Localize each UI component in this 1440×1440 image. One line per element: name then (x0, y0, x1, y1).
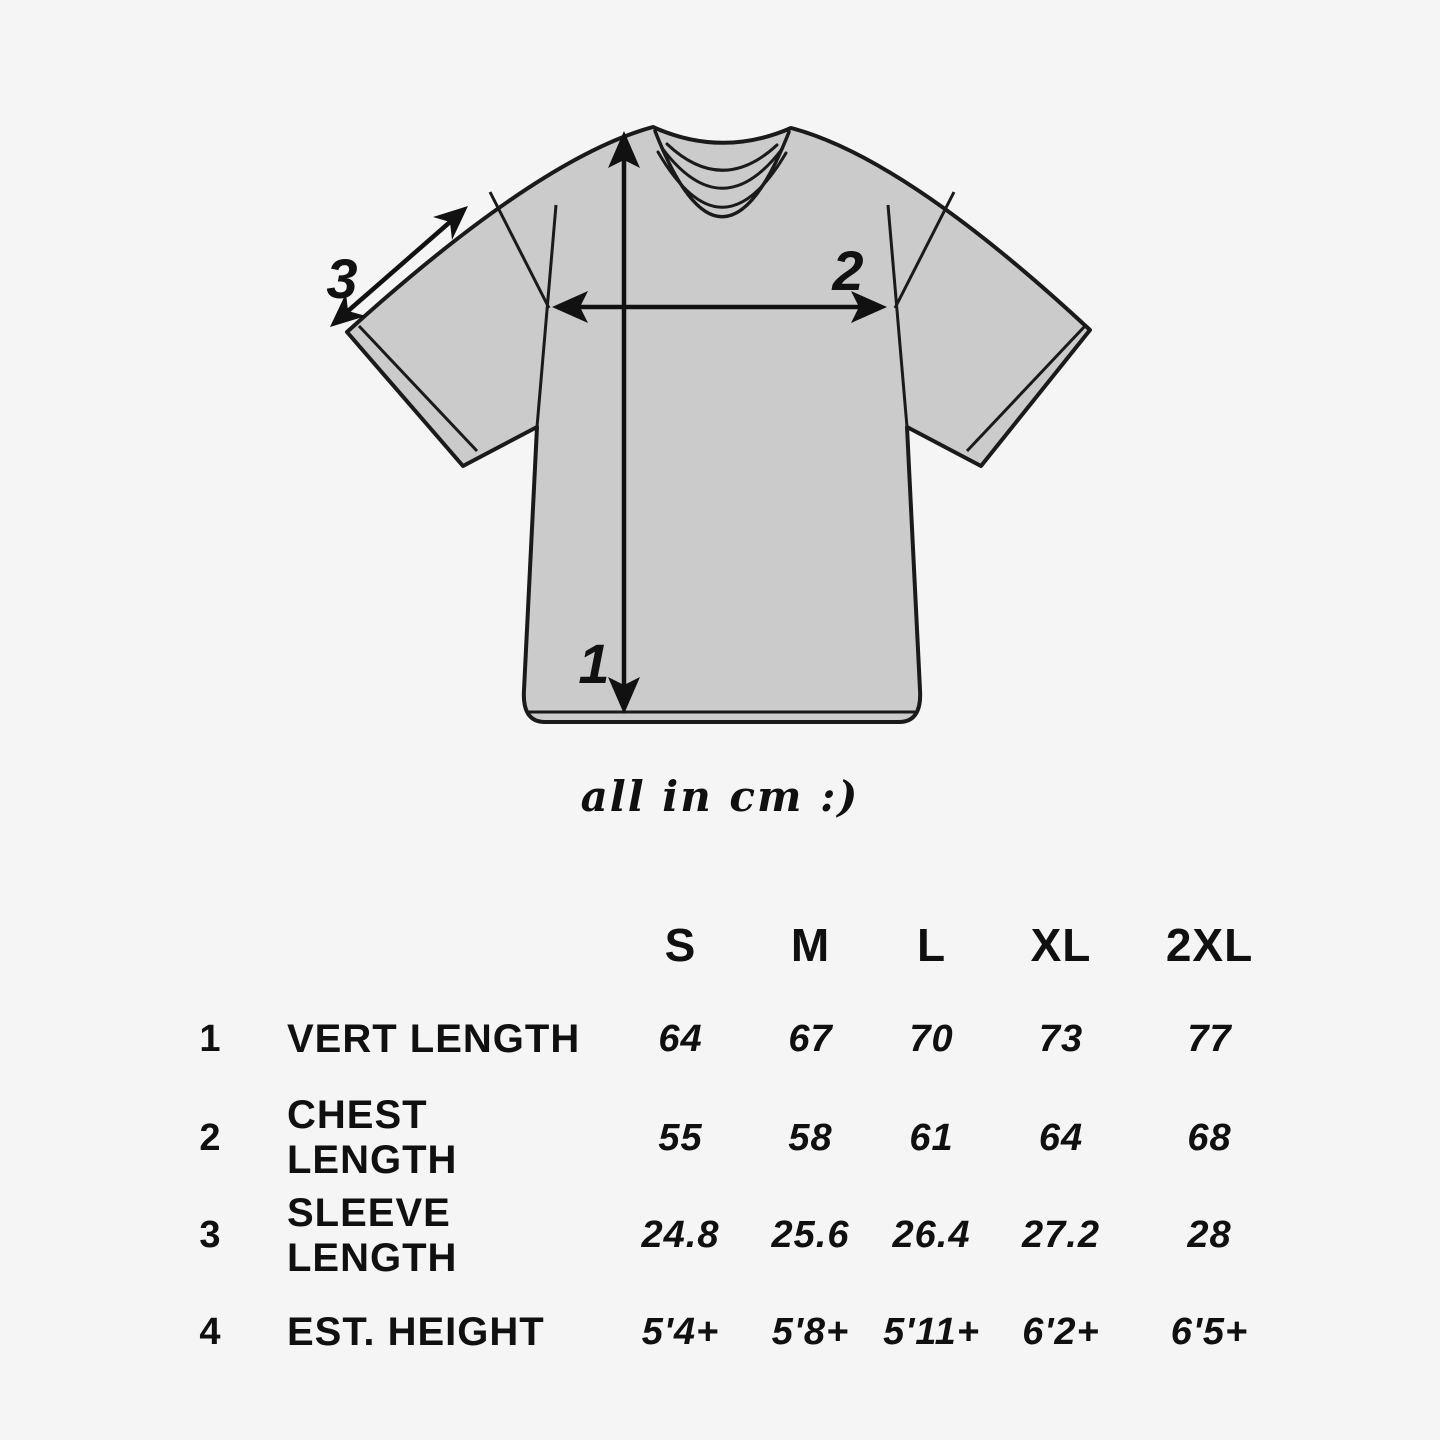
table-value: 77 (1187, 1018, 1232, 1060)
col-header-s: S (664, 919, 697, 971)
table-value: 6'2+ (1022, 1310, 1100, 1353)
col-header-m: M (790, 919, 831, 971)
table-value: 67 (788, 1018, 833, 1060)
table-value: 73 (1038, 1018, 1084, 1060)
col-header-l: L (916, 919, 947, 971)
units-note: all in cm :) (580, 772, 860, 821)
table-value: 5'4+ (641, 1310, 720, 1353)
table-value: 70 (909, 1018, 954, 1060)
table-value: 5'8+ (771, 1310, 850, 1353)
row-num: 4 (199, 1310, 221, 1353)
measure-label-3: 3 (326, 247, 358, 310)
table-value: 64 (1038, 1116, 1084, 1159)
table-value: 6'5+ (1170, 1310, 1249, 1353)
spacer (150, 900, 270, 990)
row-num: 1 (199, 1018, 221, 1060)
size-table (150, 900, 1290, 1380)
table-value: 68 (1187, 1116, 1232, 1159)
table-value: 26.4 (892, 1214, 971, 1256)
row-label: VERT LENGTH (287, 1017, 581, 1061)
spacer (270, 900, 610, 990)
table-value: 28 (1187, 1214, 1232, 1256)
table-value: 55 (658, 1116, 703, 1159)
row-label: EST. HEIGHT (287, 1309, 545, 1354)
measure-label-1: 1 (578, 632, 610, 695)
row-label: CHEST LENGTH (287, 1093, 458, 1182)
row-num: 3 (199, 1214, 221, 1256)
table-value: 61 (909, 1116, 954, 1159)
table-value: 25.6 (771, 1214, 850, 1256)
row-label: SLEEVE LENGTH (287, 1190, 458, 1280)
table-value: 58 (788, 1116, 833, 1159)
row-num: 2 (199, 1116, 221, 1159)
measure-label-2: 2 (832, 239, 864, 302)
table-value: 24.8 (641, 1214, 720, 1256)
table-value: 64 (658, 1018, 703, 1060)
col-header-2xl: 2XL (1165, 919, 1254, 971)
col-header-xl: XL (1030, 919, 1092, 971)
table-value: 27.2 (1022, 1214, 1100, 1256)
table-value: 5'11+ (883, 1310, 980, 1353)
